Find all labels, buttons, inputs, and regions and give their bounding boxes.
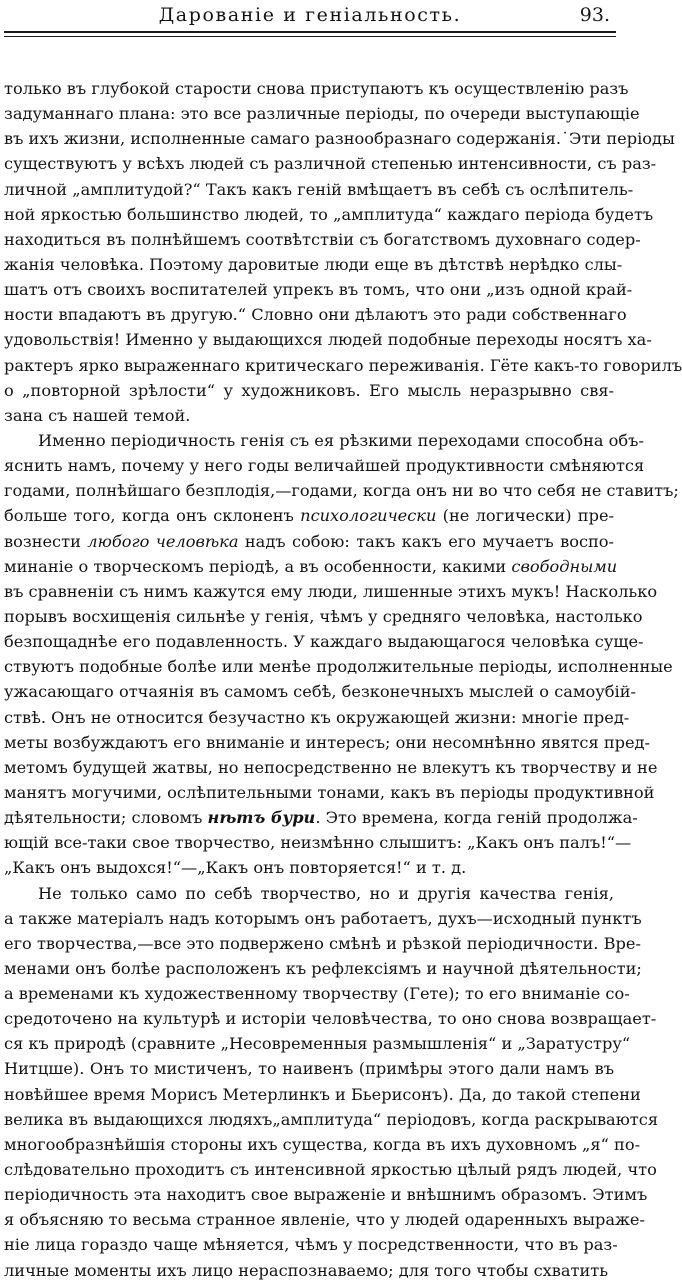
text-segment: ужасающаго отчаянія въ самомъ себѣ, безконечныхъ мыслей о самоубій- [4,682,636,702]
text-segment: его творчества,—все это подвержено смѣнѣ и рѣзкой періодичности. Вре- [4,933,641,953]
text-segment: ся къ природѣ (сравните „Несовременныя размышленія“ и „Заратустру“ [4,1034,631,1054]
paragraph [4,428,679,881]
text-line [4,353,682,378]
text-line [4,177,634,202]
text-segment: „Какъ онъ выдохся!“—„Какъ онъ повторяется!“ и т. д. [4,858,467,878]
text-line [4,654,673,679]
text-segment: ствуютъ подобные болѣе или менѣе продолжительные періоды, исполненные [4,657,673,677]
text-segment: а временами къ художественному творчеству (Гете); то его вниманіе со- [4,984,630,1004]
text-segment: рактеръ ярко выраженнаго критическаго переживанія. Гёте какъ-то говорилъ [4,355,682,375]
text-line [4,1157,657,1182]
text-segment: . Это времена, когда геній продолжа- [315,808,638,828]
text-line [4,1056,614,1081]
text-line [4,931,641,956]
text-line [4,554,618,579]
text-segment: Не только само по себѣ творчество, но и другія качества генія, [38,883,614,903]
text-segment: удовольствія! Именно у выдающихся людей подобные переходы носятъ ха- [4,330,652,350]
text-segment: жанія человѣка. Поэтому даровитые люди еще въ дѣтствѣ нерѣдко слы- [4,254,623,274]
text-line [4,1107,659,1132]
text-line [4,1207,645,1232]
text-segment: средоточено на культурѣ и исторіи человѣчества, то оно снова возвращает- [4,1009,657,1029]
text-line [4,227,641,252]
text-line [4,151,657,176]
text-line [4,453,645,478]
text-segment: зана съ нашей темой. [4,405,191,425]
text-line [4,629,644,654]
text-line [4,906,642,931]
text-segment: ности впадаютъ въ другую.“ Словно они дѣлаютъ это ради собственнаго [4,305,627,325]
text-segment: ющій все-таки свое творчество, неизмѣнно слышитъ: „Какъ онъ палъ!“— [4,833,632,853]
text-segment: задуманнаго плана: это все различные періоды, по очереди выступающіе [4,104,640,124]
text-line [4,126,675,151]
text-line [4,277,633,302]
text-segment: въ ихъ жизни, исполненные самаго разнообразнаго содержанія.˙Эти періоды [4,129,675,149]
text-segment: только въ глубокой старости снова приступаютъ къ осуществленію разъ [4,79,629,98]
paragraph [4,76,682,428]
text-line [4,428,644,453]
text-line [4,101,640,126]
text-segment: меты возбуждаютъ его вниманіе и интересъ; они несомнѣнно явятся пред- [4,732,650,752]
text-segment: шатъ отъ своихъ воспитателей упрекъ въ томъ, что они „изъ одной край- [4,280,633,300]
text-segment: а также матеріалъ надъ которымъ онъ работаетъ, духъ—исходный пунктъ [4,908,642,928]
text-line [4,76,629,101]
text-line [4,780,655,805]
text-segment: годами, полнѣйшаго безплодія,—годами, когда онъ ни во что себя не ставитъ; [4,481,679,501]
text-segment: о „повторной зрѣлости“ у художниковъ. Его мысль неразрывно свя- [4,380,614,400]
text-segment: въ сравненіи съ нимъ кажутся ему люди, лишенные этихъ мукъ! Насколько [4,581,658,601]
text-segment: менами онъ болѣе расположенъ къ рефлексіямъ и научной дѣятельности; [4,958,642,978]
emphasis: свободными [511,556,618,576]
text-line [4,981,630,1006]
text-line [4,579,658,604]
text-line [4,403,614,428]
text-line [4,252,623,277]
text-segment: существуютъ у всѣхъ людей съ различной степенью интенсивности, съ раз- [4,154,657,174]
header-rule-thick [4,31,616,33]
text-segment: находиться въ полнѣйшемъ соотвѣтствіи съ богатствомъ духовнаго содер- [4,229,641,249]
text-segment: періодичность эта находитъ свое выраженіе и внѣшнимъ образомъ. Этимъ [4,1185,648,1205]
text-line [4,1031,631,1056]
text-line [4,679,636,704]
text-segment: безпощаднѣе его подавленность. У каждаго выдающагося человѣка суще- [4,632,644,652]
text-segment: метомъ будущей жатвы, но непосредственно не влекутъ къ творчеству и не [4,757,658,777]
text-line [4,1006,657,1031]
text-line [4,302,627,327]
text-segment: порывъ восхищенія сильнѣе у генія, чѣмъ у средняго человѣка, настолько [4,606,643,626]
text-line [4,705,630,730]
text-line [4,881,614,906]
text-segment: минаніе о творческомъ періодѣ, а въ особенности, какими [4,556,512,576]
text-line [4,503,614,528]
text-segment: яснить намъ, почему у него годы величайшей продуктивности смѣняются [4,456,645,476]
text-segment: личные моменты ихъ лицо нераспознаваемо; для того чтобы схватить [4,1260,609,1280]
text-segment: (не логически) пре- [436,506,614,526]
page-header [4,2,616,28]
text-segment: ніе лица гораздо чаще мѣняется, чѣмъ у посредственности, что въ раз- [4,1235,618,1255]
text-line [4,327,652,352]
text-line [4,202,654,227]
text-line [4,830,632,855]
page-number: 93. [579,4,610,26]
text-line [4,1232,618,1257]
text-segment: больше того, когда онъ склоненъ [4,506,301,526]
running-title: Дарованіе и геніальность. [158,4,462,26]
text-segment: вознести [4,531,88,551]
text-segment: новѣйшее время Морисъ Метерлинкъ и Бьерисонъ). Да, до такой степени [4,1084,641,1104]
text-line [4,1258,614,1283]
paragraph [4,881,659,1283]
text-segment: манятъ могучими, ослѣпительными тонами, какъ въ періоды продуктивной [4,782,655,802]
text-segment: ной яркостью большинство людей, то „амплитуда“ каждаго періода будетъ [4,204,654,224]
body-text [4,76,682,1283]
text-line [4,378,614,403]
text-segment: личной „амплитудой?“ Такъ какъ геній вмѣщаетъ въ себѣ съ ослѣпитель- [4,179,634,199]
text-segment: многообразнѣйшія стороны ихъ существа, когда въ ихъ духовномъ „я“ по- [4,1134,641,1154]
text-line [4,855,614,880]
text-segment: надъ собою: такъ какъ его мучаетъ воспо- [238,531,615,551]
text-segment: я объясняю то весьма странное явленіе, что у людей одаренныхъ выраже- [4,1210,645,1230]
text-segment: Именно періодичность генія съ ея рѣзкими переходами способна объ- [38,430,644,450]
text-line [4,478,679,503]
text-line [4,604,643,629]
header-rule-thin [4,36,616,37]
text-line [4,805,638,830]
text-segment: дѣятельности; словомъ [4,808,208,828]
emphasis: нѣтъ бури [207,808,316,828]
text-segment: слѣдовательно проходитъ съ интенсивной яркостью цѣлый рядъ людей, что [4,1160,657,1180]
text-line [4,1182,648,1207]
text-line [4,730,650,755]
text-segment: ствѣ. Онъ не относится безучастно къ окружающей жизни: многіе пред- [4,707,630,727]
text-line [4,1082,641,1107]
text-line [4,1132,641,1157]
text-line [4,529,614,554]
text-segment: велика въ выдающихся людяхъ„амплитуда“ періодовъ, когда раскрываются [4,1109,659,1129]
emphasis: любого человѣка [87,531,239,551]
text-line [4,755,658,780]
text-segment: Нитцше). Онъ то мистиченъ, то наивенъ (примѣры этого дали намъ въ [4,1059,614,1079]
text-line [4,956,642,981]
emphasis: психологически [300,506,437,526]
